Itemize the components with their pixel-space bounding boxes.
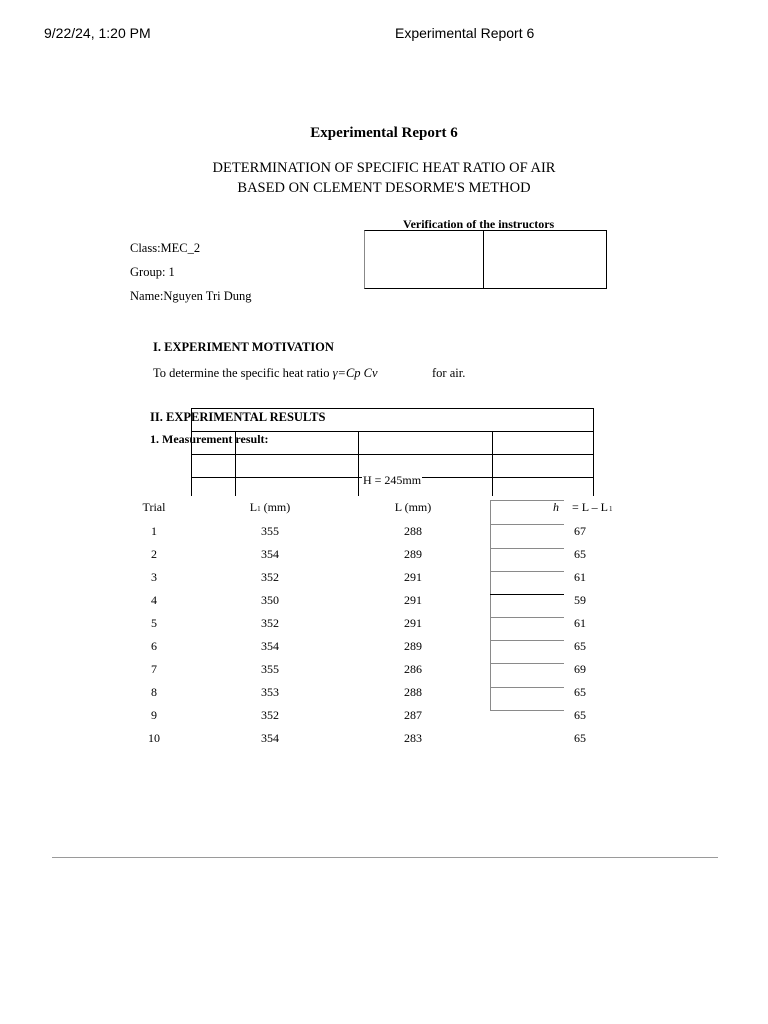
cell-l1: 352 — [261, 570, 279, 584]
cell-l1: 352 — [261, 616, 279, 630]
cell-trial: 3 — [151, 570, 157, 584]
cell-l: 289 — [404, 547, 422, 561]
verification-box — [364, 230, 607, 289]
cell-trial: 8 — [151, 685, 157, 699]
col-header-h: h — [553, 500, 559, 514]
page-divider — [52, 857, 718, 858]
col-header-l1-sub: 1 — [257, 505, 261, 513]
cell-trial: 1 — [151, 524, 157, 538]
section1-heading: I. EXPERIMENT MOTIVATION — [153, 340, 334, 354]
col-header-l: L (mm) — [394, 500, 432, 514]
report-title: Experimental Report 6 — [310, 125, 458, 141]
h-value: H = 245mm — [363, 473, 422, 487]
cell-trial: 2 — [151, 547, 157, 561]
cell-h: 65 — [574, 685, 586, 699]
specific-heat-formula: γ=Cp Cv — [332, 366, 378, 380]
col-header-h-formula — [572, 500, 612, 515]
section1-text — [153, 366, 378, 381]
cell-l: 288 — [404, 524, 422, 538]
cell-trial: 4 — [151, 593, 157, 607]
cell-h: 67 — [574, 524, 586, 538]
cell-l: 286 — [404, 662, 422, 676]
cell-h: 61 — [574, 616, 586, 630]
cell-l: 283 — [404, 731, 422, 745]
col-header-l1-letter: L — [249, 500, 258, 514]
cell-l1: 352 — [261, 708, 279, 722]
report-heading-line2: BASED ON CLEMENT DESORME'S METHOD — [237, 180, 531, 196]
section2-subheading: 1. Measurement result: — [150, 432, 269, 446]
verification-box-divider — [483, 231, 484, 288]
cell-h: 65 — [574, 708, 586, 722]
cell-l: 291 — [404, 593, 422, 607]
cell-h: 59 — [574, 593, 586, 607]
cell-l1: 355 — [261, 524, 279, 538]
col-header-h-formula-sub: 1 — [608, 505, 613, 513]
cell-l1: 354 — [261, 547, 279, 561]
cell-h: 65 — [574, 731, 586, 745]
cell-trial: 7 — [151, 662, 157, 676]
report-heading-line1: DETERMINATION OF SPECIFIC HEAT RATIO OF AIR — [212, 160, 556, 176]
cell-l1: 354 — [261, 639, 279, 653]
cell-l1: 354 — [261, 731, 279, 745]
cell-l: 289 — [404, 639, 422, 653]
verification-label: Verification of the instructors — [403, 217, 555, 231]
class-info: Class:MEC_2 — [130, 241, 201, 255]
cell-trial: 9 — [151, 708, 157, 722]
cell-l: 288 — [404, 685, 422, 699]
cell-l: 291 — [404, 616, 422, 630]
col-header-trial: Trial — [142, 500, 166, 514]
section2-heading: II. EXPERIMENTAL RESULTS — [150, 410, 326, 424]
cell-h: 65 — [574, 547, 586, 561]
cell-l: 287 — [404, 708, 422, 722]
cell-h: 69 — [574, 662, 586, 676]
col-header-h-formula-text: = L – L — [572, 500, 608, 514]
cell-trial: 5 — [151, 616, 157, 630]
group-info: Group: 1 — [130, 265, 175, 279]
print-timestamp: 9/22/24, 1:20 PM — [44, 25, 151, 41]
col-header-l1-unit: (mm) — [260, 500, 291, 514]
cell-h: 65 — [574, 639, 586, 653]
section1-text-prefix: To determine the specific heat ratio — [153, 366, 333, 380]
name-info: Name:Nguyen Tri Dung — [130, 289, 252, 303]
cell-l: 291 — [404, 570, 422, 584]
print-page-title: Experimental Report 6 — [395, 25, 535, 41]
section1-text-suffix: for air. — [432, 366, 466, 380]
cell-trial: 10 — [148, 731, 160, 745]
cell-l1: 350 — [261, 593, 279, 607]
col-header-l1 — [240, 500, 300, 515]
cell-h: 61 — [574, 570, 586, 584]
cell-trial: 6 — [151, 639, 157, 653]
cell-l1: 353 — [261, 685, 279, 699]
cell-l1: 355 — [261, 662, 279, 676]
